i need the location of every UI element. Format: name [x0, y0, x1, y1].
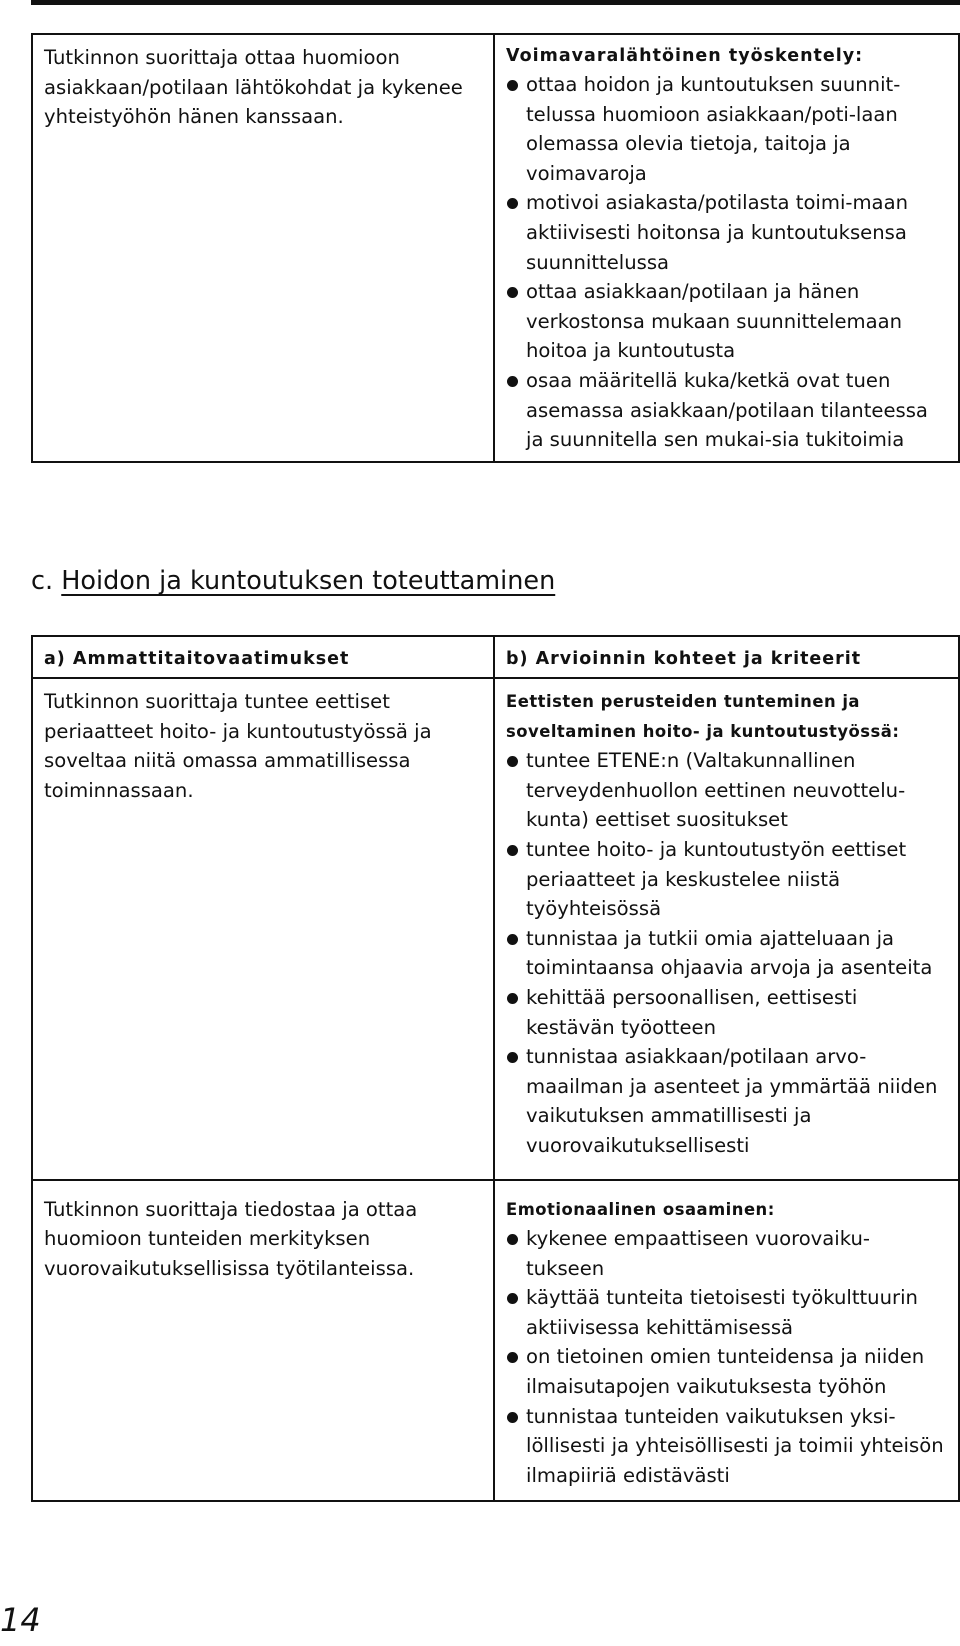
list-item: tuntee ETENE:n (Valtakunnallinen terveydenhuollon eettinen neuvottelu-kunta) eettiset suositukset	[506, 746, 947, 835]
section-title	[31, 564, 555, 598]
list-item: ottaa hoidon ja kuntoutuksen suunnit-telussa huomioon asiakkaan/poti-laan olemassa olevia tietoja, taitoja ja voimavaroja	[506, 70, 947, 188]
list-item: motivoi asiakasta/potilasta toimi-maan aktiivisesti hoitonsa ja kuntoutuksensa suunnittelussa	[506, 188, 947, 277]
requirement-text: Tutkinnon suorittaja ottaa huomioon asiakkaan/potilaan lähtökohdat ja kykenee yhteistyöhön hänen kanssaan.	[44, 46, 463, 129]
criteria-cell	[494, 34, 959, 462]
criteria-heading: Eettisten perusteiden tunteminen ja soveltaminen hoito- ja kuntoutustyössä:	[506, 692, 900, 741]
section-letter: c.	[31, 566, 54, 596]
list-item: on tietoinen omien tunteidensa ja niiden ilmaisutapojen vaikutuksesta työhön	[506, 1342, 947, 1401]
criteria-cell	[494, 1180, 959, 1502]
requirements-table	[31, 635, 960, 1502]
list-item: ottaa asiakkaan/potilaan ja hänen verkostonsa mukaan suunnittelemaan hoitoa ja kuntoutusta	[506, 277, 947, 366]
column-header-b	[494, 636, 959, 678]
column-header-a	[32, 636, 494, 678]
table-header-row	[32, 636, 959, 678]
column-header-a-label: a) Ammattitaitovaatimukset	[44, 649, 350, 669]
table-row	[32, 1180, 959, 1502]
section-title-text: Hoidon ja kuntoutuksen toteuttaminen	[61, 566, 556, 596]
criteria-list	[506, 70, 947, 455]
list-item: tunnistaa asiakkaan/potilaan arvo-maailman ja asenteet ja ymmärtää niiden vaikutuksen ammatillisesti ja vuorovaikutuksellisesti	[506, 1042, 947, 1160]
requirement-text: Tutkinnon suorittaja tuntee eettiset periaatteet hoito- ja kuntoutustyössä ja soveltaa niitä omassa ammatillisessa toiminnassaan.	[44, 690, 432, 802]
list-item: tunnistaa tunteiden vaikutuksen yksi-löllisesti ja yhteisöllisesti ja toimii yhteisön ilmapiiriä edistävästi	[506, 1402, 947, 1491]
criteria-cell	[494, 678, 959, 1180]
list-item: kykenee empaattiseen vuorovaiku-tukseen	[506, 1224, 947, 1283]
requirements-table-continued	[31, 33, 960, 463]
criteria-heading: Voimavaralähtöinen työskentely:	[506, 46, 864, 66]
criteria-list	[506, 1224, 947, 1490]
requirement-cell	[32, 34, 494, 462]
top-rule	[31, 0, 960, 5]
list-item: tuntee hoito- ja kuntoutustyön eettiset periaatteet ja keskustelee niistä työyhteisössä	[506, 835, 947, 924]
list-item: osaa määritellä kuka/ketkä ovat tuen asemassa asiakkaan/potilaan tilanteessa ja suunnitella sen mukai-sia tukitoimia	[506, 366, 947, 455]
criteria-heading: Emotionaalinen osaaminen:	[506, 1199, 775, 1219]
requirement-cell	[32, 1180, 494, 1502]
table-row	[32, 34, 959, 462]
table-row	[32, 678, 959, 1180]
requirement-cell	[32, 678, 494, 1180]
page-number: 14	[0, 1601, 41, 1639]
requirement-text: Tutkinnon suorittaja tiedostaa ja ottaa huomioon tunteiden merkityksen vuorovaikutuksellisissa työtilanteissa.	[44, 1197, 418, 1280]
list-item: käyttää tunteita tietoisesti työkulttuurin aktiivisessa kehittämisessä	[506, 1283, 947, 1342]
column-header-b-label: b) Arvioinnin kohteet ja kriteerit	[506, 649, 862, 669]
list-item: kehittää persoonallisen, eettisesti kestävän työotteen	[506, 983, 947, 1042]
list-item: tunnistaa ja tutkii omia ajatteluaan ja toimintaansa ohjaavia arvoja ja asenteita	[506, 924, 947, 983]
criteria-list	[506, 746, 947, 1160]
